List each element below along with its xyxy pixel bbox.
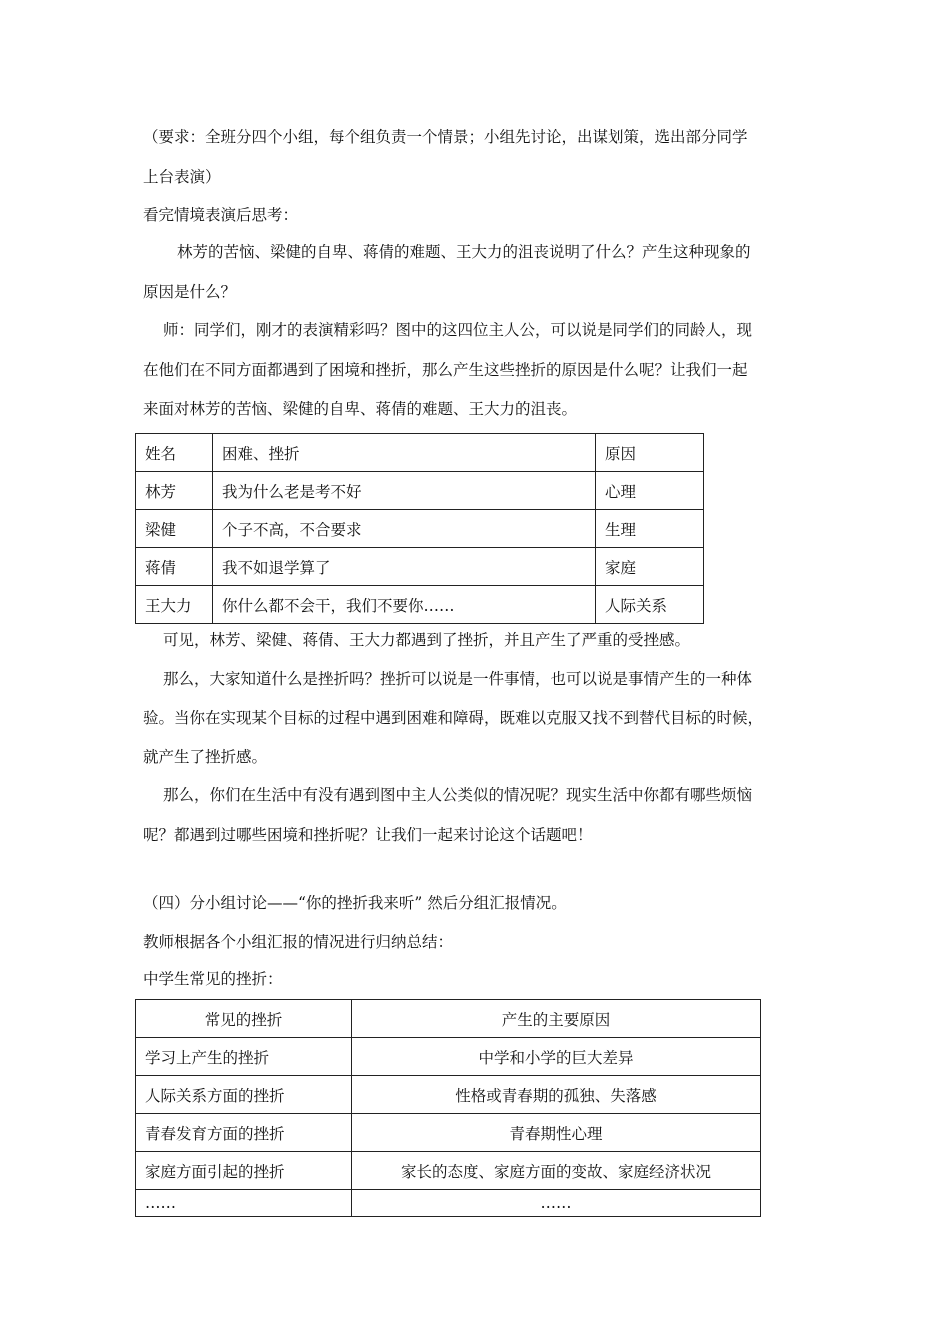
paragraph-summary-intro: 教师根据各个小组汇报的情况进行归纳总结： bbox=[143, 933, 454, 951]
table-header-row bbox=[136, 434, 704, 472]
table-header-cell: 常见的挫折 bbox=[136, 1000, 352, 1038]
paragraph-definition-line1: 那么，大家知道什么是挫折吗？挫折可以说是一件事情，也可以说是事情产生的一种体 bbox=[163, 670, 753, 688]
table-cell: 蒋倩 bbox=[136, 548, 213, 586]
table-cell: 性格或青春期的孤独、失落感 bbox=[352, 1076, 761, 1114]
table-cell: 我为什么老是考不好 bbox=[213, 472, 596, 510]
table-cell: 个子不高，不合要求 bbox=[213, 510, 596, 548]
paragraph-teacher-line2: 在他们在不同方面都遇到了困境和挫折，那么产生这些挫折的原因是什么呢？让我们一起 bbox=[143, 361, 748, 379]
table-cell: 梁健 bbox=[136, 510, 213, 548]
table-cell: 心理 bbox=[596, 472, 704, 510]
table-cell: …… bbox=[352, 1190, 761, 1217]
paragraph-discussion-line1: 那么，你们在生活中有没有遇到图中主人公类似的情况呢？现实生活中你都有哪些烦恼 bbox=[163, 786, 753, 804]
paragraph-teacher-line3: 来面对林芳的苦恼、梁健的自卑、蒋倩的难题、王大力的沮丧。 bbox=[143, 400, 578, 418]
table-cell: 人际关系方面的挫折 bbox=[136, 1076, 352, 1114]
table-row bbox=[136, 472, 704, 510]
table-cell: …… bbox=[136, 1190, 352, 1217]
table-cell: 家庭 bbox=[596, 548, 704, 586]
table-cell: 青春期性心理 bbox=[352, 1114, 761, 1152]
paragraph-definition-line3: 就产生了挫折感。 bbox=[143, 748, 268, 766]
paragraph-conclusion: 可见，林芳、梁健、蒋倩、王大力都遇到了挫折，并且产生了严重的受挫感。 bbox=[163, 631, 691, 649]
common-frustrations-table bbox=[135, 999, 761, 1217]
table-cell: 青春发育方面的挫折 bbox=[136, 1114, 352, 1152]
paragraph-requirement-line1: （要求：全班分四个小组，每个组负责一个情景；小组先讨论，出谋划策，选出部分同学 bbox=[143, 128, 748, 146]
table-row bbox=[136, 1190, 761, 1217]
table-cell: 林芳 bbox=[136, 472, 213, 510]
paragraph-discussion-line2: 呢？都遇到过哪些困境和挫折呢？让我们一起来讨论这个话题吧！ bbox=[143, 826, 593, 844]
table-cell: 生理 bbox=[596, 510, 704, 548]
paragraph-question-line2: 原因是什么？ bbox=[143, 283, 237, 301]
table-header-cell: 产生的主要原因 bbox=[352, 1000, 761, 1038]
table-row bbox=[136, 548, 704, 586]
table-header-cell: 困难、挫折 bbox=[213, 434, 596, 472]
table-header-cell: 姓名 bbox=[136, 434, 213, 472]
table-cell: 家长的态度、家庭方面的变故、家庭经济状况 bbox=[352, 1152, 761, 1190]
paragraph-think-heading: 看完情境表演后思考： bbox=[143, 206, 299, 224]
table-header-row bbox=[136, 1000, 761, 1038]
table-cell: 我不如退学算了 bbox=[213, 548, 596, 586]
paragraph-requirement-line2: 上台表演） bbox=[143, 168, 221, 186]
table-cell: 学习上产生的挫折 bbox=[136, 1038, 352, 1076]
table-row bbox=[136, 1076, 761, 1114]
paragraph-definition-line2: 验。当你在实现某个目标的过程中遇到困难和障碍，既难以克服又找不到替代目标的时候， bbox=[143, 709, 764, 727]
table-row bbox=[136, 1114, 761, 1152]
paragraph-question-line1: 林芳的苦恼、梁健的自卑、蒋倩的难题、王大力的沮丧说明了什么？产生这种现象的 bbox=[177, 243, 751, 261]
table-row bbox=[136, 510, 704, 548]
table-cell: 家庭方面引起的挫折 bbox=[136, 1152, 352, 1190]
table-row bbox=[136, 586, 704, 624]
frustration-cases-table bbox=[135, 433, 704, 624]
table-cell: 中学和小学的巨大差异 bbox=[352, 1038, 761, 1076]
table-cell: 王大力 bbox=[136, 586, 213, 624]
paragraph-teacher-line1: 师：同学们，刚才的表演精彩吗？图中的这四位主人公，可以说是同学们的同龄人，现 bbox=[163, 321, 753, 339]
table-header-cell: 原因 bbox=[596, 434, 704, 472]
table-cell: 人际关系 bbox=[596, 586, 704, 624]
table-row bbox=[136, 1152, 761, 1190]
section-heading-four: （四）分小组讨论——“你的挫折我来听” 然后分组汇报情况。 bbox=[143, 894, 567, 912]
paragraph-common-frustrations: 中学生常见的挫折： bbox=[143, 970, 283, 988]
table-cell: 你什么都不会干，我们不要你…… bbox=[213, 586, 596, 624]
table-row bbox=[136, 1038, 761, 1076]
